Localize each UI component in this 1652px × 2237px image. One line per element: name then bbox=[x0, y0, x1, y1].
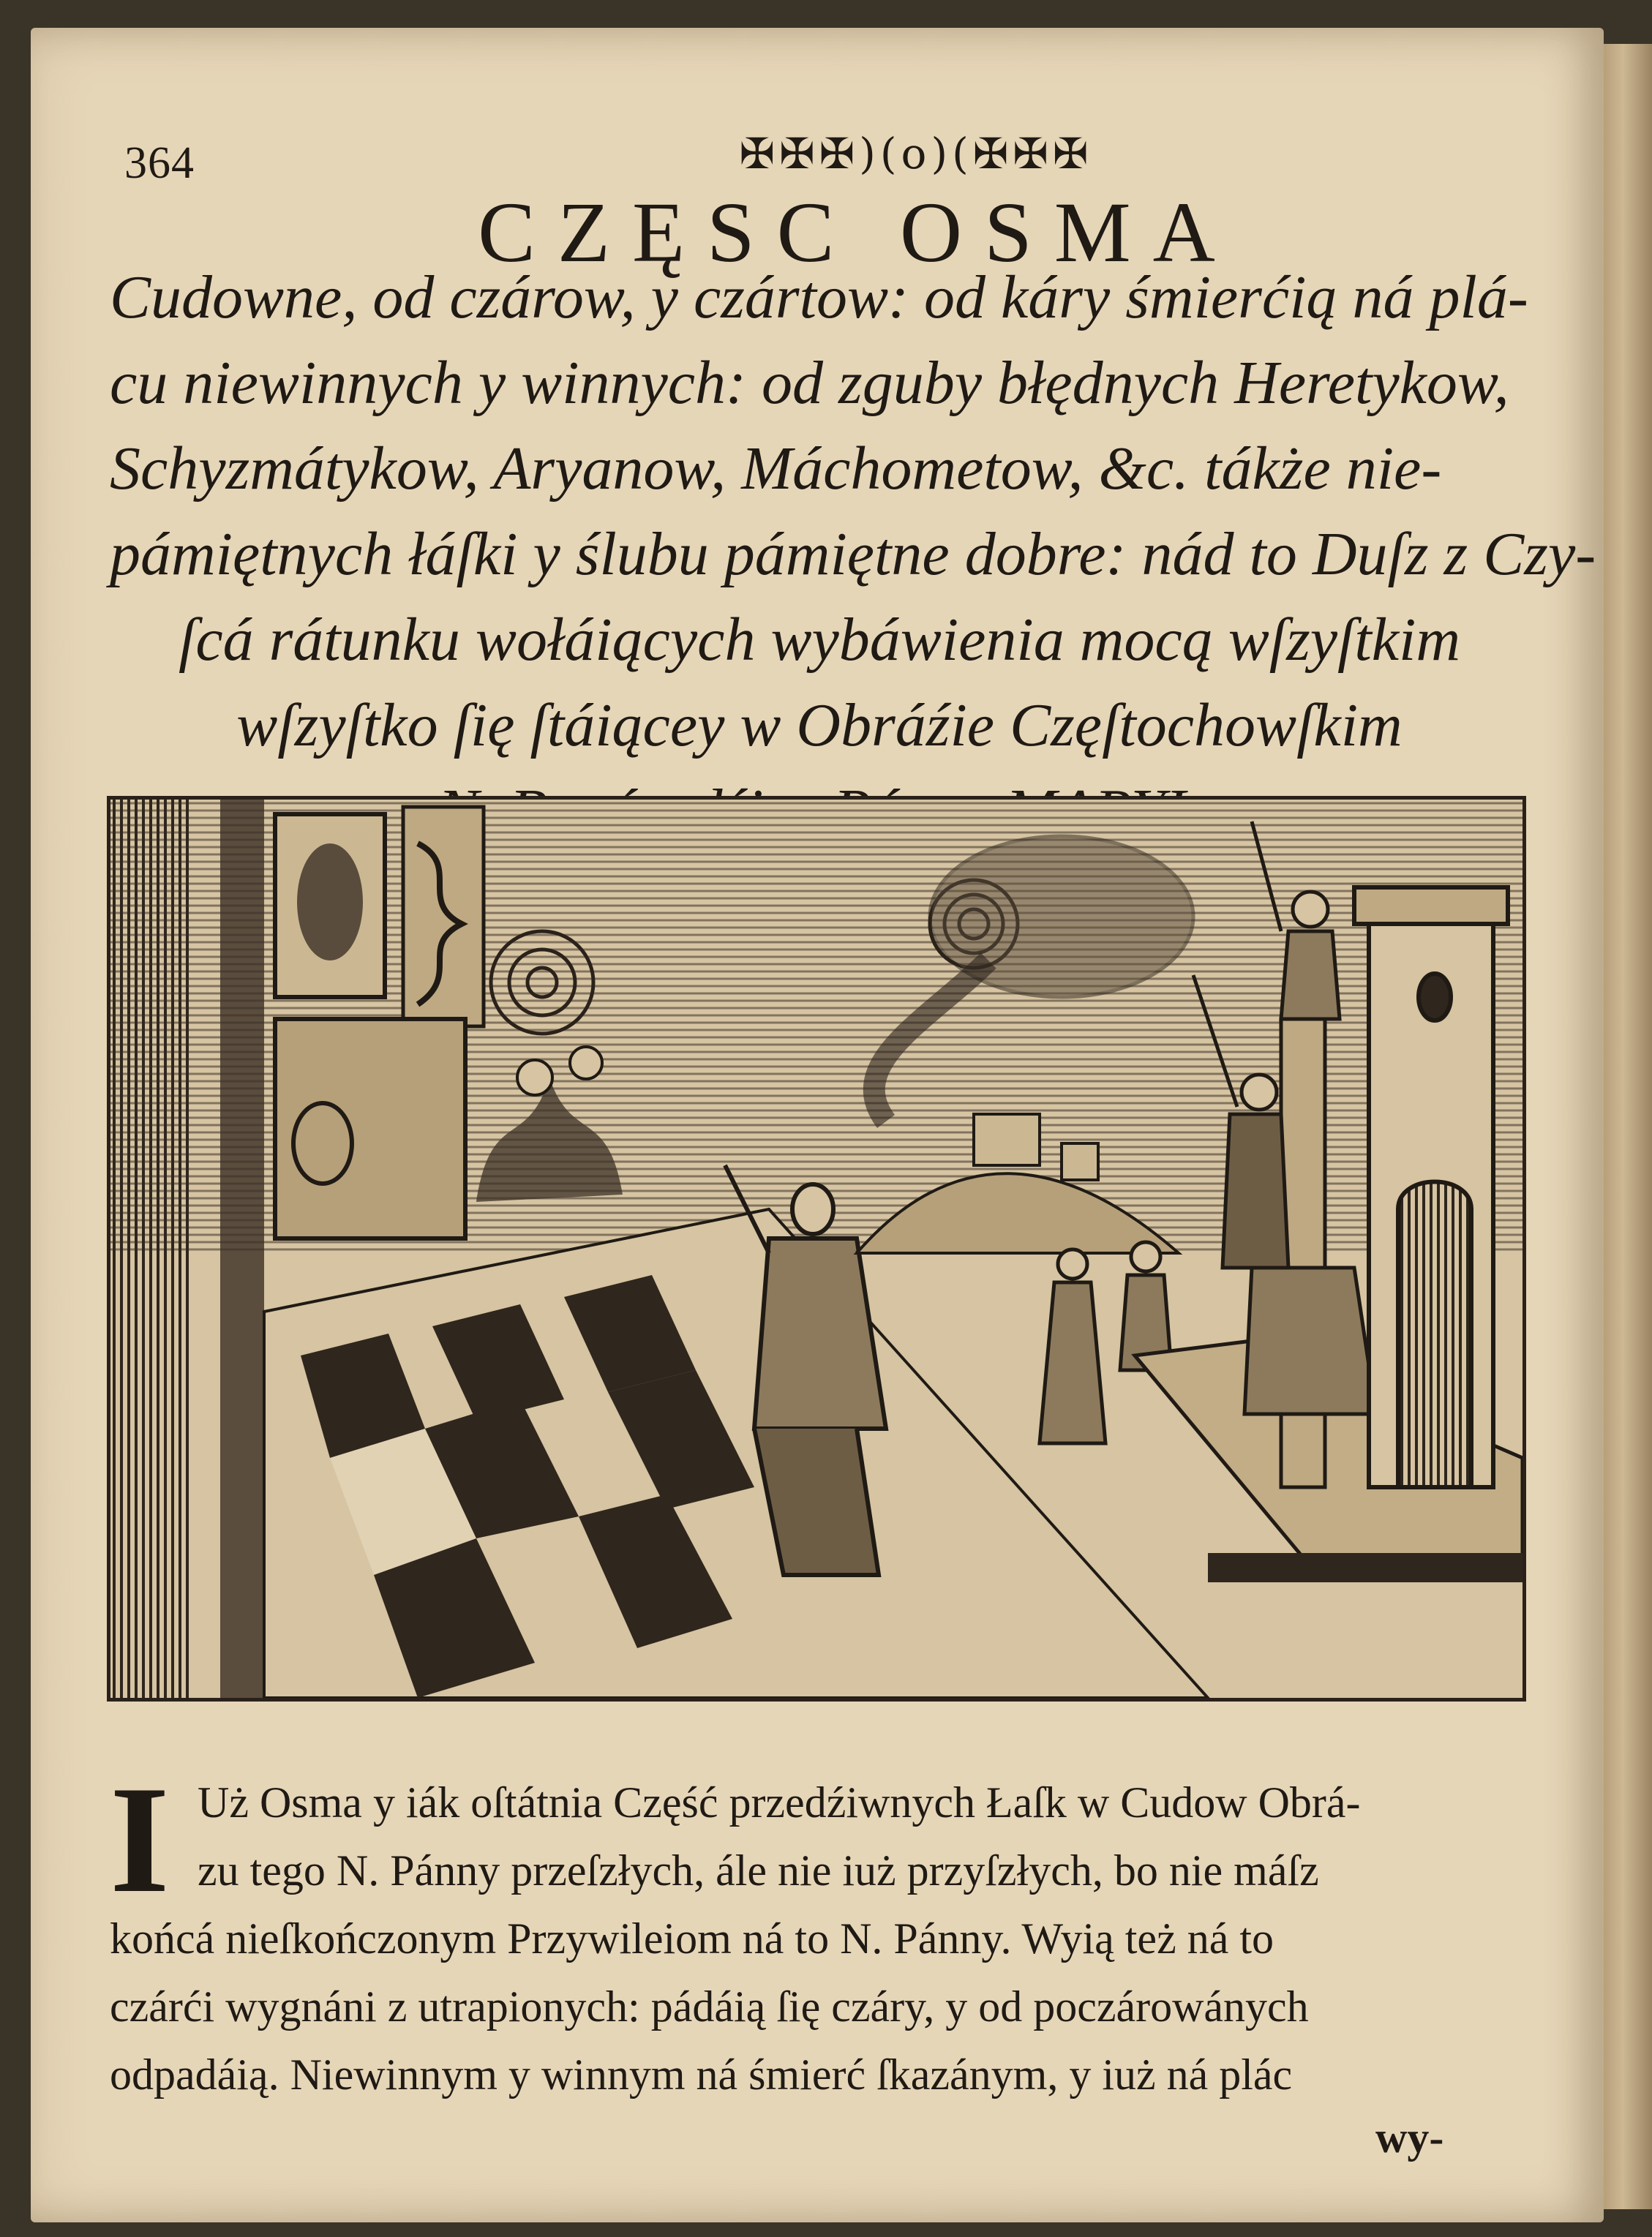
body-line: czárći wygnáni z utrapionych: pádáią ſię czáry, y od poczárowánych bbox=[110, 1982, 1309, 2031]
page-number: 364 bbox=[124, 138, 195, 188]
header-ornament: ✠✠✠)(o)(✠✠✠ bbox=[739, 129, 1093, 178]
drop-cap: I bbox=[110, 1755, 170, 1925]
left-column bbox=[110, 800, 191, 1698]
ornamental-panel bbox=[403, 807, 484, 1026]
engraving-illustration bbox=[107, 796, 1526, 1702]
small-figures bbox=[1040, 1242, 1171, 1443]
heading-line: wſzyſtko ſię ſtáiącey w Obráźie Częſtochowſkim bbox=[236, 691, 1403, 759]
body-line: końcá nieſkończonym Przywileiom ná to N. Pánny. Wyią też ná to bbox=[110, 1914, 1274, 1963]
body-line: Uż Osma y iák oſtátnia Część przedźiwnych Łaſk w Cudow Obrá- bbox=[198, 1778, 1361, 1827]
chapter-heading bbox=[110, 255, 1596, 854]
tower bbox=[1354, 887, 1508, 1487]
chapter-title: CZĘSC OSMA bbox=[478, 184, 1237, 280]
body-paragraph bbox=[110, 1755, 1514, 2109]
heading-line: cu niewinnych y winnych: od zguby błędnych Heretykow, bbox=[110, 349, 1509, 417]
column-shadow bbox=[220, 800, 264, 1698]
heading-line: pámiętnych łáſki y ślubu pámiętne dobre: nád to Duſz z Czy- bbox=[110, 520, 1596, 588]
catchword: wy- bbox=[1375, 2113, 1444, 2162]
body-line: zu tego N. Pánny przeſzłych, ále nie iuż przyſzłych, bo nie máſz bbox=[198, 1846, 1319, 1895]
engraving-scene bbox=[110, 800, 1523, 1698]
body-line: odpadáią. Niewinnym y winnym ná śmierć ſkazánym, y iuż ná plác bbox=[110, 2050, 1293, 2099]
madonna-figure bbox=[297, 843, 363, 960]
heading-line: Cudowne, od czárow, y czártow: od káry śmierćią ná plá- bbox=[110, 263, 1528, 331]
heading-line: ſcá rátunku wołáiących wybáwienia mocą wſzyſtkim bbox=[178, 606, 1461, 674]
next-page-edge bbox=[1604, 44, 1652, 2209]
altar bbox=[275, 1019, 465, 1238]
heading-line: Schyzmátykow, Aryanow, Máchometow, &c. tákże nie- bbox=[110, 435, 1442, 503]
